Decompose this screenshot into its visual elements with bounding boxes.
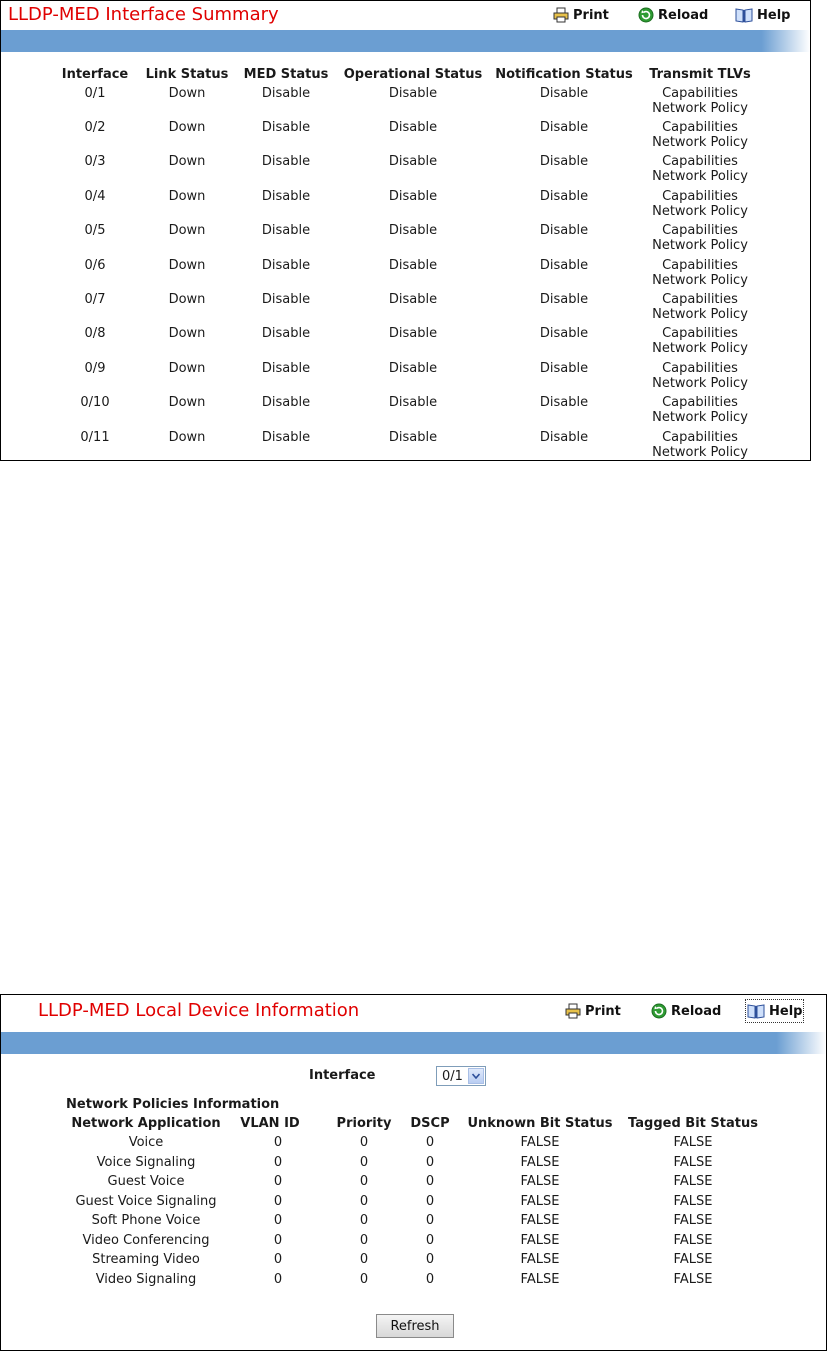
operational-status-cell: Disable (388, 292, 438, 307)
table-row (0, 1155, 828, 1174)
transmit-tlvs-cell (652, 258, 748, 288)
tlv-capabilities: Capabilities (662, 189, 738, 204)
network-application-cell: Video Conferencing (82, 1233, 210, 1248)
col-header-dscp: DSCP (410, 1116, 450, 1131)
operational-status-cell: Disable (388, 361, 438, 376)
print-label: Print (573, 7, 609, 23)
tlv-capabilities: Capabilities (662, 154, 738, 169)
notification-status-cell: Disable (539, 361, 589, 376)
dscp-cell: 0 (425, 1233, 435, 1248)
unknown-bit-status-cell: FALSE (520, 1233, 560, 1248)
table-row (0, 361, 828, 395)
book-icon (747, 1003, 765, 1019)
priority-cell: 0 (359, 1213, 369, 1228)
network-application-cell: Soft Phone Voice (91, 1213, 201, 1228)
med-status-cell: Disable (261, 154, 311, 169)
transmit-tlvs-cell (652, 223, 748, 253)
unknown-bit-status-cell: FALSE (520, 1135, 560, 1150)
table-row (0, 430, 828, 464)
dscp-cell: 0 (425, 1155, 435, 1170)
table-row (0, 258, 828, 292)
table-row (0, 326, 828, 360)
tlv-capabilities: Capabilities (662, 120, 738, 135)
tlv-capabilities: Capabilities (662, 258, 738, 273)
network-application-cell: Voice (128, 1135, 164, 1150)
tlv-network-policy: Network Policy (652, 238, 748, 253)
med-status-cell: Disable (261, 326, 311, 341)
operational-status-cell: Disable (388, 258, 438, 273)
med-status-cell: Disable (261, 223, 311, 238)
notification-status-cell: Disable (539, 86, 589, 101)
notification-status-cell: Disable (539, 120, 589, 135)
notification-status-cell: Disable (539, 258, 589, 273)
operational-status-cell: Disable (388, 189, 438, 204)
interface-cell: 0/7 (84, 292, 106, 307)
help-label: Help (769, 1003, 803, 1019)
priority-cell: 0 (359, 1272, 369, 1287)
unknown-bit-status-cell: FALSE (520, 1252, 560, 1267)
interface-cell: 0/4 (84, 189, 106, 204)
notification-status-cell: Disable (539, 395, 589, 410)
transmit-tlvs-cell (652, 86, 748, 116)
col-header-priority: Priority (336, 1116, 392, 1131)
notification-status-cell: Disable (539, 326, 589, 341)
vlan-id-cell: 0 (273, 1233, 283, 1248)
dscp-cell: 0 (425, 1252, 435, 1267)
col-header-link-status: Link Status (145, 67, 229, 82)
table-row (0, 1194, 828, 1213)
unknown-bit-status-cell: FALSE (520, 1174, 560, 1189)
med-status-cell: Disable (261, 292, 311, 307)
header-bar (1, 30, 810, 52)
transmit-tlvs-cell (652, 292, 748, 322)
section-title: Network Policies Information (66, 1097, 280, 1112)
tlv-network-policy: Network Policy (652, 204, 748, 219)
link-status-cell: Down (168, 258, 206, 273)
table-row (0, 1272, 828, 1291)
col-header-unknown-bit-status: Unknown Bit Status (467, 1116, 613, 1131)
dscp-cell: 0 (425, 1194, 435, 1209)
priority-cell: 0 (359, 1194, 369, 1209)
refresh-button[interactable]: Refresh (376, 1314, 454, 1338)
notification-status-cell: Disable (539, 430, 589, 445)
priority-cell: 0 (359, 1174, 369, 1189)
med-status-cell: Disable (261, 120, 311, 135)
link-status-cell: Down (168, 223, 206, 238)
tlv-capabilities: Capabilities (662, 361, 738, 376)
tlv-network-policy: Network Policy (652, 376, 748, 391)
unknown-bit-status-cell: FALSE (520, 1155, 560, 1170)
interface-cell: 0/2 (84, 120, 106, 135)
reload-label: Reload (671, 1003, 722, 1019)
dscp-cell: 0 (425, 1213, 435, 1228)
reload-icon (638, 7, 654, 23)
tagged-bit-status-cell: FALSE (673, 1252, 713, 1267)
table-row (0, 1135, 828, 1154)
vlan-id-cell: 0 (273, 1135, 283, 1150)
table-row (0, 1174, 828, 1193)
tagged-bit-status-cell: FALSE (673, 1174, 713, 1189)
interface-cell: 0/9 (84, 361, 106, 376)
page-title: LLDP-MED Local Device Information (38, 1000, 360, 1021)
unknown-bit-status-cell: FALSE (520, 1272, 560, 1287)
link-status-cell: Down (168, 86, 206, 101)
interface-label: Interface (309, 1068, 376, 1083)
help-button[interactable] (747, 1001, 802, 1021)
tlv-capabilities: Capabilities (662, 430, 738, 445)
priority-cell: 0 (359, 1233, 369, 1248)
interface-cell: 0/6 (84, 258, 106, 273)
operational-status-cell: Disable (388, 430, 438, 445)
tlv-network-policy: Network Policy (652, 410, 748, 425)
transmit-tlvs-cell (652, 189, 748, 219)
vlan-id-cell: 0 (273, 1155, 283, 1170)
unknown-bit-status-cell: FALSE (520, 1194, 560, 1209)
page-title: LLDP-MED Interface Summary (8, 4, 279, 25)
reload-button[interactable] (651, 1001, 721, 1021)
interface-cell: 0/3 (84, 154, 106, 169)
link-status-cell: Down (168, 430, 206, 445)
vlan-id-cell: 0 (273, 1174, 283, 1189)
notification-status-cell: Disable (539, 292, 589, 307)
network-application-cell: Video Signaling (95, 1272, 197, 1287)
link-status-cell: Down (168, 292, 206, 307)
tlv-network-policy: Network Policy (652, 169, 748, 184)
vlan-id-cell: 0 (273, 1194, 283, 1209)
med-status-cell: Disable (261, 189, 311, 204)
tlv-network-policy: Network Policy (652, 341, 748, 356)
tagged-bit-status-cell: FALSE (673, 1135, 713, 1150)
col-header-vlan-id: VLAN ID (240, 1116, 300, 1131)
vlan-id-cell: 0 (273, 1252, 283, 1267)
table-row (0, 1233, 828, 1252)
col-header-interface: Interface (61, 67, 129, 82)
operational-status-cell: Disable (388, 395, 438, 410)
print-label: Print (585, 1003, 621, 1019)
link-status-cell: Down (168, 395, 206, 410)
printer-icon (553, 7, 569, 23)
interface-cell: 0/10 (80, 395, 110, 410)
link-status-cell: Down (168, 361, 206, 376)
transmit-tlvs-cell (652, 326, 748, 356)
tlv-network-policy: Network Policy (652, 273, 748, 288)
network-application-cell: Guest Voice (107, 1174, 185, 1189)
operational-status-cell: Disable (388, 120, 438, 135)
table-row (0, 1252, 828, 1271)
tlv-network-policy: Network Policy (652, 307, 748, 322)
link-status-cell: Down (168, 120, 206, 135)
reload-label: Reload (658, 7, 709, 23)
transmit-tlvs-cell (652, 430, 748, 460)
unknown-bit-status-cell: FALSE (520, 1213, 560, 1228)
operational-status-cell: Disable (388, 154, 438, 169)
transmit-tlvs-cell (652, 395, 748, 425)
med-status-cell: Disable (261, 86, 311, 101)
tagged-bit-status-cell: FALSE (673, 1155, 713, 1170)
interface-cell: 0/11 (80, 430, 110, 445)
tlv-network-policy: Network Policy (652, 445, 748, 460)
table-row (0, 120, 828, 154)
col-header-operational-status: Operational Status (343, 67, 483, 82)
panel-header (1, 995, 826, 1024)
tlv-capabilities: Capabilities (662, 326, 738, 341)
network-application-cell: Guest Voice Signaling (75, 1194, 217, 1209)
help-button[interactable] (735, 5, 790, 25)
col-header-tagged-bit-status: Tagged Bit Status (628, 1116, 758, 1131)
tlv-network-policy: Network Policy (652, 135, 748, 150)
reload-icon (651, 1003, 667, 1019)
med-status-cell: Disable (261, 258, 311, 273)
med-status-cell: Disable (261, 361, 311, 376)
network-application-cell: Streaming Video (92, 1252, 200, 1267)
med-status-cell: Disable (261, 430, 311, 445)
col-header-med-status: MED Status (243, 67, 329, 82)
transmit-tlvs-cell (652, 120, 748, 150)
transmit-tlvs-cell (652, 154, 748, 184)
table-row (0, 223, 828, 257)
operational-status-cell: Disable (388, 223, 438, 238)
dscp-cell: 0 (425, 1174, 435, 1189)
med-status-cell: Disable (261, 395, 311, 410)
interface-cell: 0/8 (84, 326, 106, 341)
tagged-bit-status-cell: FALSE (673, 1213, 713, 1228)
link-status-cell: Down (168, 189, 206, 204)
reload-button[interactable] (638, 5, 708, 25)
interface-cell: 0/1 (84, 86, 106, 101)
header-bar (1, 1032, 826, 1054)
tlv-capabilities: Capabilities (662, 86, 738, 101)
tagged-bit-status-cell: FALSE (673, 1272, 713, 1287)
tagged-bit-status-cell: FALSE (673, 1233, 713, 1248)
tlv-network-policy: Network Policy (652, 101, 748, 116)
transmit-tlvs-cell (652, 361, 748, 391)
notification-status-cell: Disable (539, 189, 589, 204)
tlv-capabilities: Capabilities (662, 292, 738, 307)
interface-cell: 0/5 (84, 223, 106, 238)
col-header-transmit-tlvs: Transmit TLVs (649, 67, 751, 82)
priority-cell: 0 (359, 1252, 369, 1267)
notification-status-cell: Disable (539, 223, 589, 238)
print-button[interactable] (565, 1001, 621, 1021)
printer-icon (565, 1003, 581, 1019)
priority-cell: 0 (359, 1155, 369, 1170)
table-row (0, 86, 828, 120)
tagged-bit-status-cell: FALSE (673, 1194, 713, 1209)
print-button[interactable] (553, 5, 609, 25)
vlan-id-cell: 0 (273, 1213, 283, 1228)
dscp-cell: 0 (425, 1135, 435, 1150)
book-icon (735, 7, 753, 23)
col-header-notification-status: Notification Status (495, 67, 633, 82)
col-header-network-application: Network Application (71, 1116, 221, 1131)
tlv-capabilities: Capabilities (662, 395, 738, 410)
interface-select-value: 0/1 (442, 1068, 463, 1084)
notification-status-cell: Disable (539, 154, 589, 169)
chevron-down-icon[interactable] (468, 1068, 484, 1084)
table-row (0, 292, 828, 326)
panel-header (1, 1, 810, 30)
table-row (0, 189, 828, 223)
operational-status-cell: Disable (388, 326, 438, 341)
help-label: Help (757, 7, 791, 23)
tlv-capabilities: Capabilities (662, 223, 738, 238)
table-row (0, 154, 828, 188)
link-status-cell: Down (168, 154, 206, 169)
vlan-id-cell: 0 (273, 1272, 283, 1287)
table-row (0, 395, 828, 429)
operational-status-cell: Disable (388, 86, 438, 101)
interface-select[interactable] (436, 1066, 486, 1086)
table-row (0, 1213, 828, 1232)
dscp-cell: 0 (425, 1272, 435, 1287)
link-status-cell: Down (168, 326, 206, 341)
priority-cell: 0 (359, 1135, 369, 1150)
network-application-cell: Voice Signaling (96, 1155, 196, 1170)
